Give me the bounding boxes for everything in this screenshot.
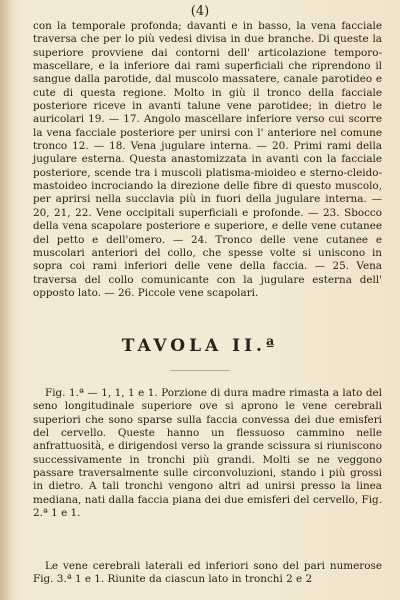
paragraph-figure-3: Le vene cerebrali laterali ed inferiori sono del pari numerose Fig. 3.ª 1 e 1. Riunite da ciascun lato in tronchi 2 e 2 (33, 560, 382, 586)
paragraph-figure-1: Fig. 1.ª — 1, 1, 1 e 1. Porzione di dura madre rimasta a lato del seno longitudinale superiore ove si aprono le vene cerebrali superiori che sono sparse sulla faccia convessa dei due emisferi del cervello. Queste hanno un flessuoso cammino nelle anfrattuosità, e dirigendosi verso la grande scissura si riuniscono successivamente in tronchi più grandi. Molti se ne veggono passare traversalmente sulle circonvoluzioni, stando i più grossi in dietro. A tali tronchi vengono altri ad unirsi presso la linea mediana, nati dalla faccia piana dei due emisferi del cervello, Fig. 2.ª 1 e 1. (33, 387, 382, 520)
title-divider (170, 370, 230, 371)
text-block-figure-3 (33, 560, 382, 587)
text-block-figure-1 (33, 387, 382, 520)
page-number: (4) (190, 4, 210, 19)
section-title: TAVOLA II.ª (121, 336, 279, 356)
binding-shadow (0, 0, 14, 600)
text-block-continuation (33, 20, 382, 300)
paragraph-continuation: con la temporale profonda; davanti e in basso, la vena facciale traversa che per lo più vedesi divisa in due branche. Di queste la superiore provviene dai contorni dell' articolazione temporo-mascellare, e la inferiore dai rami superficiali che riprendono il sangue dalla parotide, dal muscolo massatere, canale parotideo e cute di questa regione. Molto in giù il tronco della facciale posteriore riceve in avanti talune vene parotidee; in dietro le auricolari 19. — 17. Angolo mascellare inferiore verso cui scorre la vena facciale posteriore per unirsi con l' anteriore nel comune tronco 12. — 18. Vena jugulare interna. — 20. Primi rami della jugulare esterna. Questa anastomizzata in avanti con la facciale posteriore, scende tra i muscoli platisma-mioideo e sterno-cleido-mastoideo incrociando la direzione delle fibre di questo muscolo, per aprirsi nella succlavia più in fuori della jugulare interna. — 20, 21, 22. Vene occipitali superficiali e profonde. — 23. Sbocco della vena scapolare posteriore e superiore, e delle vene cutanee del petto e dell'omero. — 24. Tronco delle vene cutanee e muscolari anteriori del collo, che spesse volte si uniscono in sopra coi rami inferiori delle vene della faccia. — 25. Vena traversa del collo comunicante con la jugulare esterna dell' opposto lato. — 26. Piccole vene scapolari. (33, 20, 382, 299)
